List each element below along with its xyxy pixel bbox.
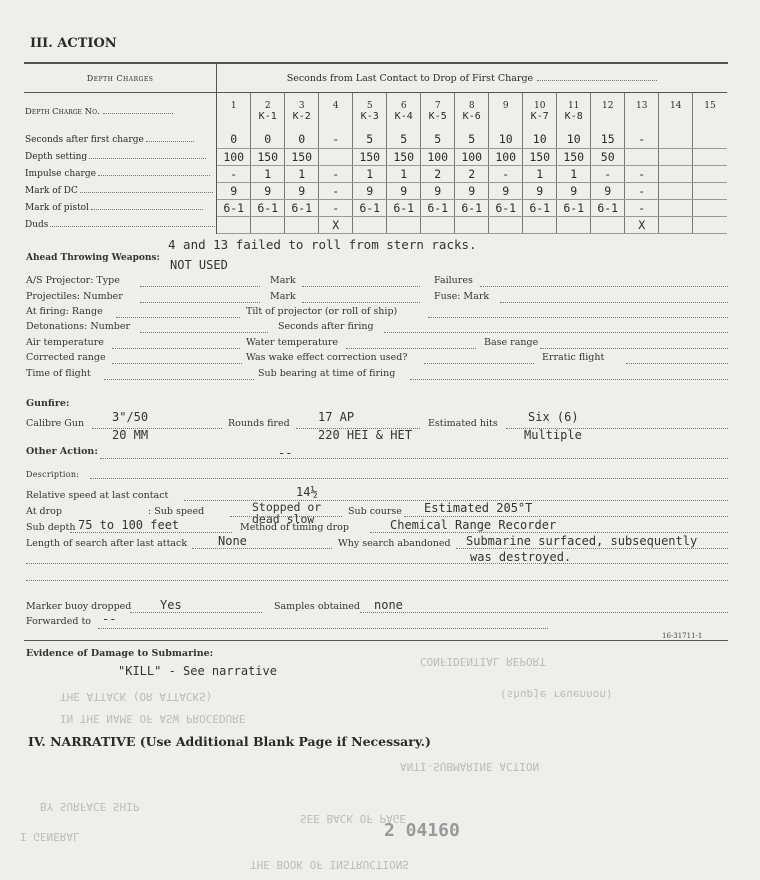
dc-cell <box>659 216 693 233</box>
form-number: 16-31711-1 <box>662 632 703 640</box>
dc-cell: 9 <box>251 182 285 199</box>
dc-number-text: 14 <box>669 101 682 111</box>
dc-row-label <box>24 148 217 165</box>
dc-cell: 9 <box>217 182 251 199</box>
ahead-throwing-label: Ahead Throwing Weapons: <box>26 253 160 263</box>
dc-cell: 0 <box>251 131 285 148</box>
dc-cell <box>591 216 625 233</box>
dc-cell: 6-1 <box>387 199 421 216</box>
marker-buoy-value: Yes <box>160 598 182 612</box>
dc-cell: 1 <box>251 165 285 182</box>
dc-cell: 100 <box>217 148 251 165</box>
dc-cell: 6-1 <box>557 199 591 216</box>
dc-number-text: 15 <box>704 101 716 111</box>
dc-number-3 <box>285 93 319 132</box>
dc-row-label <box>24 199 217 216</box>
calibre-value-2: 20 MM <box>112 428 149 442</box>
dc-number-5 <box>353 93 387 132</box>
dc-row-label-text: Depth setting <box>25 151 88 162</box>
wake-correction-label: Was wake effect correction used? <box>246 352 408 363</box>
search-abandoned-value-1: Submarine surfaced, subsequently <box>466 534 698 548</box>
hits-value-1: Six (6) <box>528 410 579 424</box>
rounds-value-2: 220 HEI & HET <box>318 428 412 442</box>
dc-cell <box>353 216 387 233</box>
dc-cell: 1 <box>557 165 591 182</box>
dc-k-label: K-6 <box>462 111 481 122</box>
dc-cell <box>455 216 489 233</box>
relative-speed-label: Relative speed at last contact <box>26 490 169 501</box>
dc-cell: 1 <box>353 165 387 182</box>
sub-speed-value: Stopped or dead slow <box>252 500 322 526</box>
dc-cell: 100 <box>455 148 489 165</box>
section-title-narrative: IV. NARRATIVE (Use Additional Blank Page if Necessary.) <box>28 734 431 749</box>
dc-cell: - <box>217 165 251 182</box>
sub-course-label: Sub course <box>348 506 402 517</box>
dc-row-label-text: Impulse charge <box>25 168 96 179</box>
dc-cell: 6-1 <box>217 199 251 216</box>
mark-label-1: Mark <box>270 275 296 286</box>
dc-number-1 <box>217 93 251 132</box>
dc-cell: - <box>625 131 659 148</box>
dc-cell: 9 <box>489 182 523 199</box>
other-action-label: Other Action: <box>26 446 98 457</box>
sub-bearing-label: Sub bearing at time of firing <box>258 368 396 379</box>
sub-depth-label: Sub depth <box>26 522 76 533</box>
dc-k-label <box>693 111 727 123</box>
dc-number-text: 13 <box>635 101 648 111</box>
base-range-label: Base range <box>484 337 539 348</box>
water-temperature-label: Water temperature <box>246 337 339 348</box>
dc-cell <box>523 216 557 233</box>
dc-number-13 <box>625 93 659 132</box>
dc-cell: - <box>489 165 523 182</box>
seconds-label-text: Seconds from Last Contact to Drop of First Charge <box>286 72 534 84</box>
dc-row-label-text: Duds <box>25 219 49 230</box>
dc-cell: 50 <box>591 148 625 165</box>
dc-row-label <box>24 182 217 199</box>
dc-cell <box>693 148 727 165</box>
timing-method-value: Chemical Range Recorder <box>390 518 557 532</box>
dc-number-10 <box>523 93 557 132</box>
dc-cell: 9 <box>523 182 557 199</box>
dc-cell: X <box>319 216 353 233</box>
dc-number-text: 11 <box>567 101 580 111</box>
other-action-value: -- <box>278 446 293 460</box>
dc-cell: 100 <box>421 148 455 165</box>
dc-cell: 9 <box>421 182 455 199</box>
dc-number-4 <box>319 93 353 132</box>
dc-k-label <box>625 111 658 123</box>
dc-cell <box>489 216 523 233</box>
forwarded-to-label: Forwarded to <box>26 616 92 627</box>
dc-number-text: 5 <box>366 101 373 111</box>
sub-course-value: Estimated 205°T <box>424 501 533 515</box>
dc-cell: 15 <box>591 131 625 148</box>
dc-k-label: K-1 <box>258 111 277 122</box>
dc-cell <box>659 199 693 216</box>
dc-number-text: 7 <box>434 101 441 111</box>
dc-cell <box>693 199 727 216</box>
dc-cell <box>217 216 251 233</box>
seconds-after-firing-label: Seconds after firing <box>278 321 374 332</box>
dc-cell <box>693 182 727 199</box>
rounds-value-1: 17 AP <box>318 410 355 424</box>
dc-cell: - <box>319 165 353 182</box>
dc-cell: 6-1 <box>455 199 489 216</box>
dc-cell: 10 <box>523 131 557 148</box>
stern-rack-note: 4 and 13 failed to roll from stern racks. <box>168 237 477 252</box>
dc-cell: 10 <box>489 131 523 148</box>
erratic-flight-label: Erratic flight <box>542 352 605 363</box>
dc-row-label <box>24 131 217 148</box>
dc-cell: 5 <box>387 131 421 148</box>
dc-cell: 5 <box>353 131 387 148</box>
dc-cell: 0 <box>285 131 319 148</box>
dc-row-label-text: Mark of DC <box>25 185 78 196</box>
dc-k-label: K-8 <box>564 111 583 122</box>
evidence-label: Evidence of Damage to Submarine: <box>26 648 214 659</box>
dc-number-7 <box>421 93 455 132</box>
section-title-action: III. ACTION <box>30 36 117 51</box>
dc-cell: 1 <box>285 165 319 182</box>
search-length-value: None <box>218 534 247 548</box>
failures-label: Failures <box>434 275 473 286</box>
dc-cell: 6-1 <box>421 199 455 216</box>
at-firing-label: At firing: Range <box>26 306 103 317</box>
sub-speed-label: : Sub speed <box>148 506 205 517</box>
tilt-label: Tilt of projector (or roll of ship) <box>246 306 398 317</box>
depth-charge-no-label <box>24 93 217 132</box>
dc-number-text: 3 <box>298 101 305 111</box>
dc-number-text: 8 <box>468 101 475 111</box>
projector-type-label: A/S Projector: Type <box>26 275 120 286</box>
dc-k-label: K-4 <box>394 111 413 122</box>
dc-cell: 0 <box>217 131 251 148</box>
dc-cell: 5 <box>421 131 455 148</box>
dc-number-9 <box>489 93 523 132</box>
dc-k-label: K-5 <box>428 111 447 122</box>
dc-cell: - <box>319 199 353 216</box>
dc-cell: 2 <box>455 165 489 182</box>
seconds-from-contact-label <box>217 64 727 93</box>
dc-cell <box>319 148 353 165</box>
dc-cell <box>251 216 285 233</box>
dc-cell: - <box>625 199 659 216</box>
timing-method-label: Method of timing drop <box>240 522 349 533</box>
dc-cell: 100 <box>489 148 523 165</box>
dc-number-8 <box>455 93 489 132</box>
dc-number-6 <box>387 93 421 132</box>
dc-cell: 1 <box>523 165 557 182</box>
relative-speed-value: 14½ <box>296 485 318 499</box>
dc-k-label: K-2 <box>292 111 311 122</box>
dc-row-label <box>24 165 217 182</box>
dc-k-label: K-7 <box>530 111 549 122</box>
gunfire-label: Gunfire: <box>26 398 70 409</box>
dc-cell <box>659 148 693 165</box>
dc-cell <box>557 216 591 233</box>
not-used-text: NOT USED <box>170 258 228 272</box>
dc-cell: 150 <box>387 148 421 165</box>
dc-cell: 6-1 <box>523 199 557 216</box>
at-drop-label: At drop <box>26 506 62 517</box>
dc-cell: 5 <box>455 131 489 148</box>
dc-number-text: 2 <box>264 101 271 111</box>
dc-number-12 <box>591 93 625 132</box>
description-label: Description: <box>26 470 80 479</box>
dc-cell <box>659 131 693 148</box>
dc-cell: X <box>625 216 659 233</box>
dc-number-text: 10 <box>533 101 546 111</box>
evidence-value: "KILL" - See narrative <box>118 664 277 678</box>
depth-charge-table <box>24 64 727 234</box>
calibre-gun-label: Calibre Gun <box>26 418 85 429</box>
search-abandoned-label: Why search abandoned <box>338 538 451 549</box>
search-abandoned-value-2: was destroyed. <box>470 550 572 564</box>
detonations-label: Detonations: Number <box>26 321 131 332</box>
dc-cell: - <box>319 182 353 199</box>
dc-cell: 6-1 <box>251 199 285 216</box>
dc-cell: - <box>625 182 659 199</box>
dc-number-11 <box>557 93 591 132</box>
page-stamp-number: 2 04160 <box>384 820 460 841</box>
dc-cell: 9 <box>455 182 489 199</box>
dc-cell <box>659 165 693 182</box>
dc-cell: 9 <box>591 182 625 199</box>
dc-row-label <box>24 216 217 233</box>
dc-cell <box>387 216 421 233</box>
dc-cell: 9 <box>557 182 591 199</box>
rounds-fired-label: Rounds fired <box>228 418 290 429</box>
dc-cell: 9 <box>285 182 319 199</box>
dc-number-text: 4 <box>332 101 339 111</box>
sub-depth-value: 75 to 100 feet <box>78 518 180 532</box>
dc-cell: - <box>625 165 659 182</box>
dc-cell <box>421 216 455 233</box>
dc-k-label <box>319 111 352 123</box>
dc-cell <box>693 216 727 233</box>
mark-label-2: Mark <box>270 291 296 302</box>
calibre-value-1: 3"/50 <box>112 410 149 424</box>
samples-obtained-value: none <box>374 598 403 612</box>
depth-charges-header: Depth Charges <box>24 64 217 93</box>
dc-k-label <box>591 111 624 123</box>
dc-number-14 <box>659 93 693 132</box>
dc-k-label: K-3 <box>360 111 379 122</box>
dc-cell: 10 <box>557 131 591 148</box>
projectiles-label: Projectiles: Number <box>26 291 123 302</box>
dc-number-text: 9 <box>502 101 509 111</box>
dc-cell: 150 <box>353 148 387 165</box>
dc-row-label-text: Mark of pistol <box>25 202 89 213</box>
dc-cell: 150 <box>285 148 319 165</box>
dc-k-label <box>489 111 522 123</box>
dc-cell: 150 <box>251 148 285 165</box>
dc-cell: 9 <box>353 182 387 199</box>
dc-cell: - <box>591 165 625 182</box>
dc-cell: 9 <box>387 182 421 199</box>
dc-cell: 6-1 <box>591 199 625 216</box>
forwarded-to-value: -- <box>102 612 117 626</box>
dc-cell: 150 <box>523 148 557 165</box>
dc-k-label <box>659 111 692 123</box>
dc-cell: 6-1 <box>489 199 523 216</box>
corrected-range-label: Corrected range <box>26 352 106 363</box>
samples-obtained-label: Samples obtained <box>274 601 360 612</box>
dc-number-2 <box>251 93 285 132</box>
dc-no-text: Depth Charge No. <box>25 107 100 117</box>
time-of-flight-label: Time of flight <box>26 368 91 379</box>
estimated-hits-label: Estimated hits <box>428 418 498 429</box>
marker-buoy-label: Marker buoy dropped <box>26 601 132 612</box>
dc-number-text: 1 <box>230 101 237 111</box>
dc-cell <box>693 131 727 148</box>
dc-cell: 150 <box>557 148 591 165</box>
dc-number-text: 6 <box>400 101 407 111</box>
dc-k-label <box>217 111 250 123</box>
dc-row-label-text: Seconds after first charge <box>25 134 144 145</box>
dc-number-text: 12 <box>601 101 614 111</box>
fuse-label: Fuse: Mark <box>434 291 490 302</box>
dc-cell <box>659 182 693 199</box>
dc-cell: 1 <box>387 165 421 182</box>
dc-cell: - <box>319 131 353 148</box>
hits-value-2: Multiple <box>524 428 582 442</box>
dc-number-15 <box>693 93 727 132</box>
dc-cell <box>693 165 727 182</box>
dc-cell <box>625 148 659 165</box>
dc-cell <box>285 216 319 233</box>
dc-cell: 6-1 <box>285 199 319 216</box>
dc-cell: 6-1 <box>353 199 387 216</box>
dc-cell: 2 <box>421 165 455 182</box>
air-temperature-label: Air temperature <box>26 337 104 348</box>
search-length-label: Length of search after last attack <box>26 538 188 549</box>
